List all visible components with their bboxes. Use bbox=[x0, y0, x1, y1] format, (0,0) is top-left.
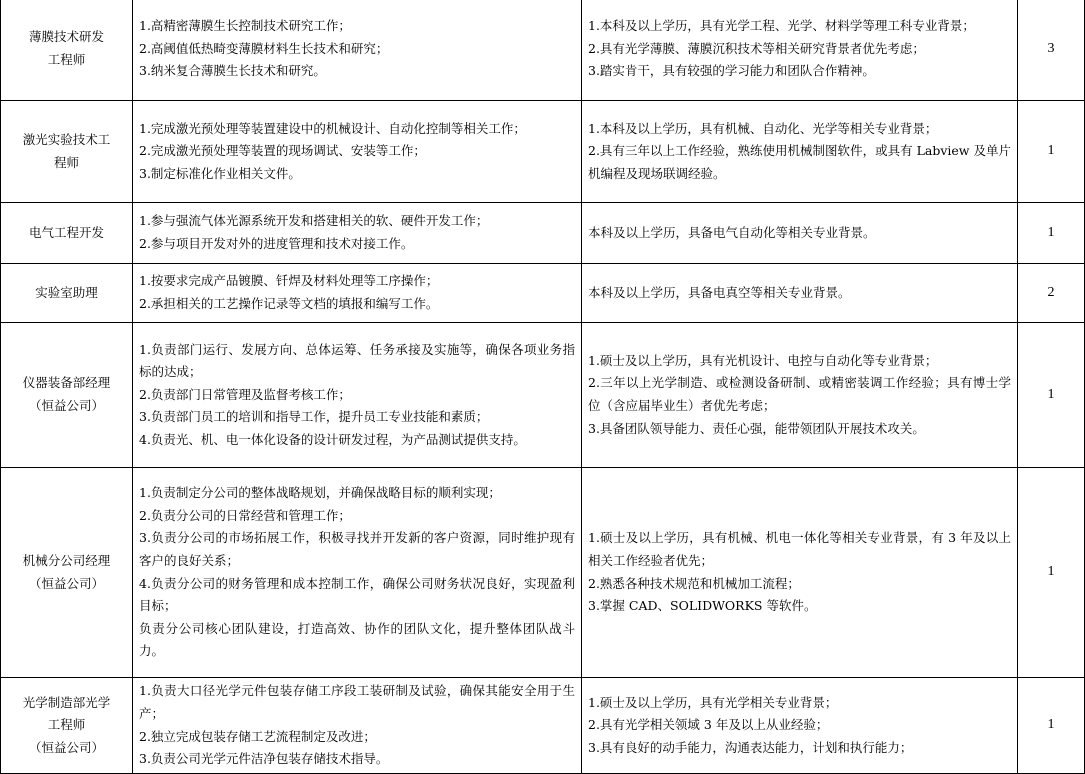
position-line: （恒益公司） bbox=[28, 739, 104, 755]
duties-cell bbox=[133, 101, 582, 203]
headcount-cell: 1 bbox=[1018, 101, 1085, 203]
position-line: 光学制造部光学 bbox=[22, 694, 111, 710]
requirement-line: 2.具有光学薄膜、薄膜沉积技术等相关研究背景者优先考虑； bbox=[588, 40, 925, 56]
requirement-line: 1.本科及以上学历，具有光学工程、光学、材料学等理工科专业背景； bbox=[588, 18, 975, 34]
duty-line: 1.高精密薄膜生长控制技术研究工作； bbox=[139, 18, 351, 34]
requirements-cell bbox=[582, 323, 1018, 468]
requirements-cell bbox=[582, 468, 1018, 678]
position-cell bbox=[1, 678, 133, 774]
position-line: 电气工程开发 bbox=[28, 224, 104, 240]
position-line: 实验室助理 bbox=[35, 284, 98, 300]
position-cell bbox=[1, 101, 133, 203]
duty-line: 2.完成激光预处理等装置的现场调试、安装等工作； bbox=[139, 143, 426, 159]
duty-line: 1.负责制定分公司的整体战略规划，并确保战略目标的顺利实现； bbox=[139, 485, 501, 501]
position-cell bbox=[1, 468, 133, 678]
position-cell bbox=[1, 264, 133, 323]
requirement-line: 3.踏实肯干，具有较强的学习能力和团队合作精神。 bbox=[588, 63, 875, 79]
headcount-cell: 1 bbox=[1018, 203, 1085, 264]
position-cell bbox=[1, 203, 133, 264]
requirement-line: 1.硕士及以上学历，具有光机设计、电控与自动化等专业背景； bbox=[588, 352, 938, 368]
requirement-line: 3.掌握 CAD、SOLIDWORKS 等软件。 bbox=[588, 598, 817, 614]
table-row bbox=[1, 323, 1085, 468]
duty-line: 1.完成激光预处理等装置建设中的机械设计、自动化控制等相关工作； bbox=[139, 120, 526, 136]
headcount-cell: 2 bbox=[1018, 264, 1085, 323]
duty-line: 负责分公司核心团队建设，打造高效、协作的团队文化，提升整体团队战斗力。 bbox=[139, 620, 575, 659]
duties-cell bbox=[133, 203, 582, 264]
duty-line: 1.负责大口径光学元件包装存储工序段工装研制及试验，确保其能安全用于生产； bbox=[139, 683, 575, 721]
requirement-line: 1.硕士及以上学历，具有机械、机电一体化等相关专业背景，有 3 年及以上相关工作经验者优先； bbox=[588, 530, 1011, 568]
duty-line: 1.按要求完成产品镀膜、钎焊及材料处理等工序操作； bbox=[139, 273, 439, 289]
requirement-line: 3.具有良好的动手能力，沟通表达能力，计划和执行能力； bbox=[588, 739, 913, 755]
requirement-line: 2.熟悉各种技术规范和机械加工流程； bbox=[588, 575, 800, 591]
duty-line: 3.负责分公司的市场拓展工作，积极寻找并开发新的客户资源，同时维护现有客户的良好关系； bbox=[139, 530, 575, 568]
duties-cell bbox=[133, 264, 582, 323]
duty-line: 2.高阈值低热畸变薄膜材料生长技术和研究； bbox=[139, 40, 389, 56]
table-row bbox=[1, 468, 1085, 678]
requirement-line: 本科及以上学历，具备电真空等相关专业背景。 bbox=[588, 284, 851, 300]
requirements-cell bbox=[582, 678, 1018, 774]
duties-cell bbox=[133, 0, 582, 101]
table-row bbox=[1, 678, 1085, 774]
table-row bbox=[1, 203, 1085, 264]
duties-cell bbox=[133, 468, 582, 678]
requirement-line: 2.三年以上光学制造、或检测设备研制、或精密装调工作经验；具有博士学位（含应届毕业生）者优先考虑； bbox=[588, 375, 1011, 413]
requirements-cell bbox=[582, 101, 1018, 203]
table-row bbox=[1, 0, 1085, 101]
duty-line: 3.负责公司光学元件洁净包装存储技术指导。 bbox=[139, 751, 389, 767]
headcount-cell: 1 bbox=[1018, 468, 1085, 678]
duty-line: 2.负责分公司的日常经营和管理工作； bbox=[139, 507, 351, 523]
duty-line: 1.参与强流气体光源系统开发和搭建相关的软、硬件开发工作； bbox=[139, 213, 489, 229]
headcount-cell: 1 bbox=[1018, 678, 1085, 774]
position-cell bbox=[1, 0, 133, 101]
requirement-line: 1.本科及以上学历，具有机械、自动化、光学等相关专业背景； bbox=[588, 120, 938, 136]
duty-line: 2.承担相关的工艺操作记录等文档的填报和编写工作。 bbox=[139, 296, 439, 311]
position-line: 工程师 bbox=[47, 717, 86, 733]
table-row bbox=[1, 101, 1085, 203]
position-line: 机械分公司经理 bbox=[22, 552, 111, 568]
duties-cell bbox=[133, 323, 582, 468]
table-row bbox=[1, 264, 1085, 323]
position-line: （恒益公司） bbox=[28, 398, 104, 413]
requirement-line: 1.硕士及以上学历，具有光学相关专业背景； bbox=[588, 694, 838, 710]
duty-line: 2.参与项目开发对外的进度管理和技术对接工作。 bbox=[139, 236, 414, 251]
duty-line: 2.独立完成包装存储工艺流程制定及改进； bbox=[139, 728, 376, 744]
headcount-cell: 3 bbox=[1018, 0, 1085, 101]
duty-line: 3.纳米复合薄膜生长技术和研究。 bbox=[139, 63, 326, 79]
position-line: 工程师 bbox=[47, 52, 86, 67]
position-line: （恒益公司） bbox=[28, 575, 104, 591]
duty-line: 4.负责光、机、电一体化设备的设计研发过程，为产品测试提供支持。 bbox=[139, 431, 526, 447]
duty-line: 3.制定标准化作业相关文件。 bbox=[139, 165, 301, 181]
duty-line: 2.负责部门日常管理及监督考核工作； bbox=[139, 386, 351, 402]
position-line: 程师 bbox=[53, 154, 79, 170]
requirements-cell bbox=[582, 264, 1018, 323]
duty-line: 1.负责部门运行、发展方向、总体运筹、任务承接及实施等，确保各项业务指标的达成； bbox=[139, 341, 575, 380]
requirement-line: 2.具有三年以上工作经验，熟练使用机械制图软件，或具有 Labview 及单片机编程及现场联调经验。 bbox=[588, 143, 1011, 181]
position-line: 仪器装备部经理 bbox=[22, 375, 111, 391]
requirement-line: 3.具备团队领导能力、责任心强，能带领团队开展技术攻关。 bbox=[588, 420, 925, 436]
position-line: 激光实验技术工 bbox=[22, 131, 111, 147]
position-cell bbox=[1, 323, 133, 468]
requirements-cell bbox=[582, 203, 1018, 264]
requirement-line: 2.具有光学相关领域 3 年及以上从业经验； bbox=[588, 717, 829, 733]
requirement-line: 本科及以上学历，具备电气自动化等相关专业背景。 bbox=[588, 224, 876, 240]
position-line: 薄膜技术研发 bbox=[28, 29, 104, 45]
duty-line: 4.负责分公司的财务管理和成本控制工作，确保公司财务状况良好，实现盈利目标； bbox=[139, 575, 575, 614]
duty-line: 3.负责部门员工的培训和指导工作，提升员工专业技能和素质； bbox=[139, 409, 489, 425]
duties-cell bbox=[133, 678, 582, 774]
headcount-cell: 1 bbox=[1018, 323, 1085, 468]
requirements-cell bbox=[582, 0, 1018, 101]
